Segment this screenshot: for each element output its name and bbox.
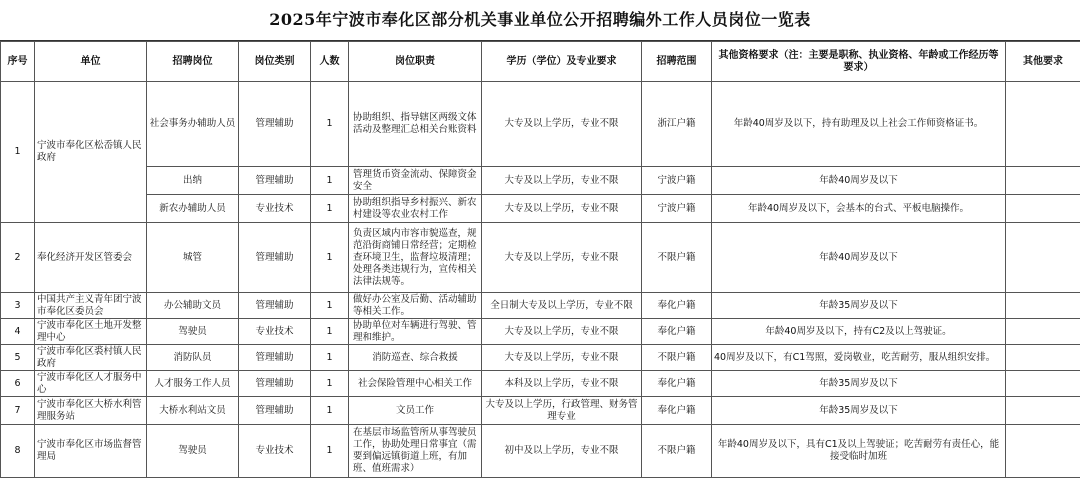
cell-position: 驾驶员 [147, 425, 239, 478]
cell-other-qualifications: 年龄35周岁及以下 [712, 371, 1006, 397]
cell-other-qualifications: 年龄35周岁及以下 [712, 397, 1006, 425]
cell-unit: 宁波市奉化区市场监督管理局 [35, 425, 147, 478]
cell-scope: 奉化户籍 [642, 293, 712, 319]
cell-scope: 奉化户籍 [642, 319, 712, 345]
table-row [1, 293, 1080, 319]
cell-education: 大专及以上学历，专业不限 [482, 223, 642, 293]
cell-category: 专业技术 [239, 425, 311, 478]
cell-count: 1 [311, 82, 349, 167]
cell-other-requirements [1006, 195, 1080, 223]
cell-duty: 协助单位对车辆进行驾驶、管理和维护。 [349, 319, 482, 345]
cell-count: 1 [311, 293, 349, 319]
cell-other-requirements [1006, 345, 1080, 371]
cell-category: 管理辅助 [239, 371, 311, 397]
header-row [1, 42, 1080, 82]
cell-other-requirements [1006, 293, 1080, 319]
cell-category: 管理辅助 [239, 293, 311, 319]
cell-count: 1 [311, 371, 349, 397]
table-row [1, 319, 1080, 345]
cell-other-requirements [1006, 82, 1080, 167]
cell-position: 人才服务工作人员 [147, 371, 239, 397]
cell-duty: 做好办公室及后勤、活动辅助等相关工作。 [349, 293, 482, 319]
cell-education: 大专及以上学历，专业不限 [482, 345, 642, 371]
cell-position: 消防队员 [147, 345, 239, 371]
header-position: 招聘岗位 [147, 42, 239, 82]
cell-duty: 在基层市场监管所从事驾驶员工作，协助处理日常事宜（需要到偏远镇街道上班，有加班、值班需求） [349, 425, 482, 478]
cell-other-qualifications: 年龄40周岁及以下，具有C1及以上驾驶证；吃苦耐劳有责任心，能接受临时加班 [712, 425, 1006, 478]
cell-seq: 8 [1, 425, 35, 478]
cell-education: 本科及以上学历，专业不限 [482, 371, 642, 397]
header-count: 人数 [311, 42, 349, 82]
table-row [1, 167, 1080, 195]
cell-position: 城管 [147, 223, 239, 293]
cell-position: 出纳 [147, 167, 239, 195]
cell-count: 1 [311, 397, 349, 425]
cell-other-qualifications: 年龄40周岁及以下 [712, 223, 1006, 293]
cell-other-requirements [1006, 223, 1080, 293]
cell-scope: 不限户籍 [642, 425, 712, 478]
cell-other-qualifications: 年龄40周岁及以下 [712, 167, 1006, 195]
cell-education: 初中及以上学历，专业不限 [482, 425, 642, 478]
table-row [1, 195, 1080, 223]
cell-count: 1 [311, 223, 349, 293]
cell-seq: 4 [1, 319, 35, 345]
cell-scope: 浙江户籍 [642, 82, 712, 167]
cell-category: 管理辅助 [239, 345, 311, 371]
cell-category: 管理辅助 [239, 82, 311, 167]
cell-seq: 2 [1, 223, 35, 293]
cell-category: 管理辅助 [239, 167, 311, 195]
cell-other-requirements [1006, 371, 1080, 397]
page-title: 2025年宁波市奉化区部分机关事业单位公开招聘编外工作人员岗位一览表 [0, 0, 1080, 41]
header-unit: 单位 [35, 42, 147, 82]
cell-other-qualifications: 40周岁及以下，有C1驾照，爱岗敬业，吃苦耐劳，服从组织安排。 [712, 345, 1006, 371]
cell-scope: 不限户籍 [642, 223, 712, 293]
cell-seq: 7 [1, 397, 35, 425]
cell-position: 办公辅助文员 [147, 293, 239, 319]
cell-duty: 管理货币资金流动、保障资金安全 [349, 167, 482, 195]
cell-category: 管理辅助 [239, 397, 311, 425]
cell-seq: 1 [1, 82, 35, 223]
header-other-qualifications: 其他资格要求（注：主要是职称、执业资格、年龄或工作经历等要求） [712, 42, 1006, 82]
cell-count: 1 [311, 167, 349, 195]
table-row [1, 82, 1080, 167]
cell-duty: 协助组织、指导辖区两级文体活动及整理汇总相关台账资料 [349, 82, 482, 167]
cell-category: 专业技术 [239, 319, 311, 345]
cell-scope: 宁波户籍 [642, 195, 712, 223]
cell-other-requirements [1006, 397, 1080, 425]
cell-scope: 不限户籍 [642, 345, 712, 371]
header-category: 岗位类别 [239, 42, 311, 82]
cell-other-qualifications: 年龄40周岁及以下，会基本的台式、平板电脑操作。 [712, 195, 1006, 223]
cell-other-qualifications: 年龄40周岁及以下，持有C2及以上驾驶证。 [712, 319, 1006, 345]
cell-position: 新农办辅助人员 [147, 195, 239, 223]
cell-duty: 消防巡查、综合救援 [349, 345, 482, 371]
table-row [1, 425, 1080, 478]
header-other-requirements: 其他要求 [1006, 42, 1080, 82]
cell-duty: 负责区域内市容市貌巡查，规范沿街商铺日常经营；定期检查环境卫生，监督垃圾清理；处理各类违规行为，宣传相关法律法规等。 [349, 223, 482, 293]
cell-other-requirements [1006, 319, 1080, 345]
cell-seq: 6 [1, 371, 35, 397]
cell-unit: 宁波市奉化区人才服务中心 [35, 371, 147, 397]
cell-other-requirements [1006, 167, 1080, 195]
header-education: 学历（学位）及专业要求 [482, 42, 642, 82]
cell-scope: 宁波户籍 [642, 167, 712, 195]
cell-duty: 文员工作 [349, 397, 482, 425]
cell-education: 大专及以上学历，专业不限 [482, 167, 642, 195]
cell-position: 驾驶员 [147, 319, 239, 345]
cell-scope: 奉化户籍 [642, 371, 712, 397]
cell-count: 1 [311, 425, 349, 478]
cell-other-qualifications: 年龄40周岁及以下，持有助理及以上社会工作师资格证书。 [712, 82, 1006, 167]
cell-count: 1 [311, 345, 349, 371]
cell-unit: 奉化经济开发区管委会 [35, 223, 147, 293]
positions-table [0, 41, 1080, 478]
header-duty: 岗位职责 [349, 42, 482, 82]
cell-count: 1 [311, 319, 349, 345]
cell-education: 大专及以上学历，专业不限 [482, 195, 642, 223]
cell-position: 社会事务办辅助人员 [147, 82, 239, 167]
cell-other-qualifications: 年龄35周岁及以下 [712, 293, 1006, 319]
cell-duty: 社会保险管理中心相关工作 [349, 371, 482, 397]
cell-unit: 宁波市奉化区松岙镇人民政府 [35, 82, 147, 223]
cell-category: 管理辅助 [239, 223, 311, 293]
header-scope: 招聘范围 [642, 42, 712, 82]
cell-count: 1 [311, 195, 349, 223]
cell-education: 大专及以上学历，专业不限 [482, 82, 642, 167]
cell-other-requirements [1006, 425, 1080, 478]
cell-education: 大专及以上学历，行政管理、财务管理专业 [482, 397, 642, 425]
cell-education: 大专及以上学历，专业不限 [482, 319, 642, 345]
cell-duty: 协助组织指导乡村振兴、新农村建设等农业农村工作 [349, 195, 482, 223]
cell-seq: 5 [1, 345, 35, 371]
cell-unit: 宁波市奉化区大桥水利管理服务站 [35, 397, 147, 425]
table-row [1, 371, 1080, 397]
cell-unit: 宁波市奉化区土地开发整理中心 [35, 319, 147, 345]
table-row [1, 223, 1080, 293]
cell-position: 大桥水利站文员 [147, 397, 239, 425]
cell-education: 全日制大专及以上学历，专业不限 [482, 293, 642, 319]
table-row [1, 397, 1080, 425]
cell-category: 专业技术 [239, 195, 311, 223]
header-seq: 序号 [1, 42, 35, 82]
cell-unit: 宁波市奉化区裘村镇人民政府 [35, 345, 147, 371]
cell-seq: 3 [1, 293, 35, 319]
cell-unit: 中国共产主义青年团宁波市奉化区委员会 [35, 293, 147, 319]
table-row [1, 345, 1080, 371]
cell-scope: 奉化户籍 [642, 397, 712, 425]
